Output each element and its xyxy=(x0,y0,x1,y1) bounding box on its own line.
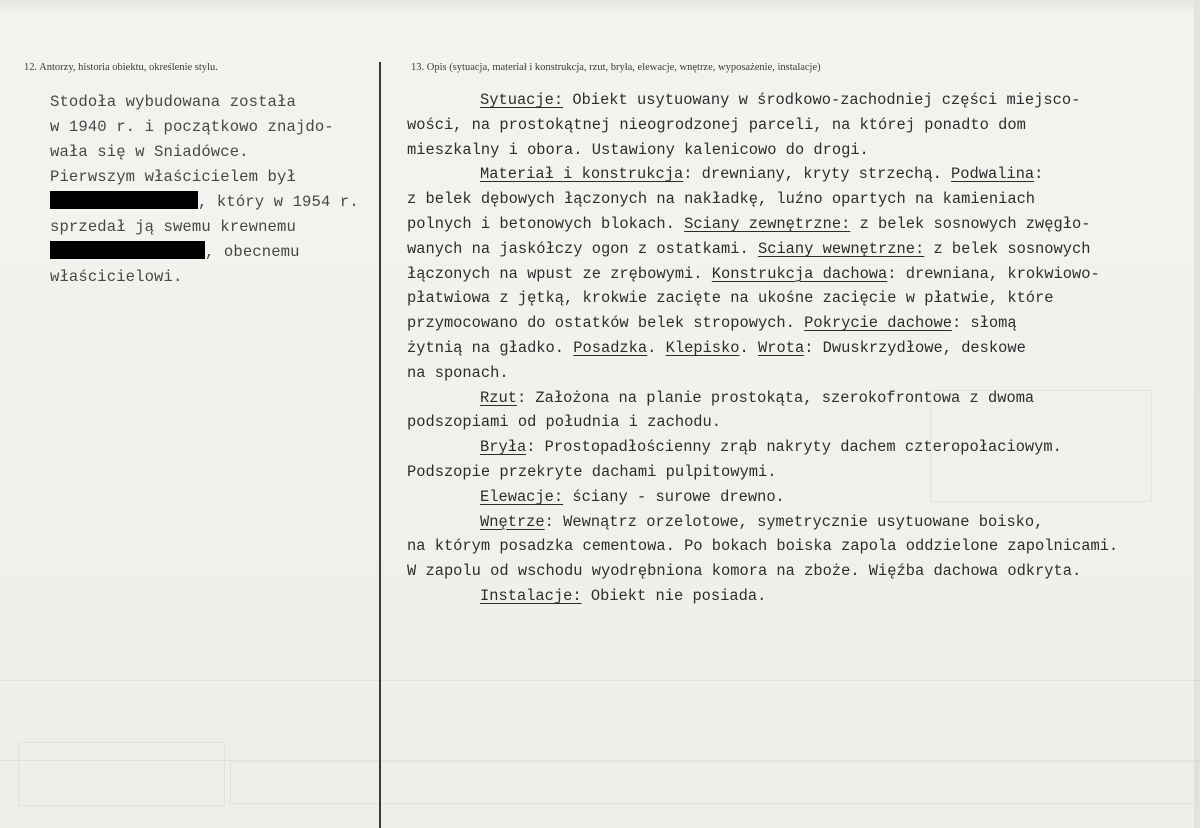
redaction-bar xyxy=(50,191,198,209)
text-fragment: : drewniany, kryty strzechą. xyxy=(683,165,952,184)
description-line: na sponach. xyxy=(407,363,509,382)
description-line xyxy=(407,336,1197,361)
text-fragment: wanych na jaskółczy ogon z ostatkami. xyxy=(407,239,758,258)
text-fragment: : słomą xyxy=(951,314,1017,333)
text-fragment: : drewniana, krokwiowo- xyxy=(887,264,1100,283)
history-text-fragment: , obecnemu xyxy=(205,243,300,261)
text-fragment: ściany - surowe drewno. xyxy=(563,487,785,506)
section-label-klepisko: Klepisko xyxy=(665,338,740,357)
section-label-konstrukcja: Konstrukcja dachowa xyxy=(711,264,888,283)
text-fragment: : Wewnątrz orzelotowe, symetrycznie usytuowane boisko, xyxy=(544,512,1044,531)
section-label-elewacje: Elewacje: xyxy=(480,487,564,506)
text-fragment: : Założona na planie prostokąta, szerokofrontowa z dwoma xyxy=(516,388,1035,407)
text-fragment: przymocowano do ostatków belek stropowych. xyxy=(407,314,805,333)
text-fragment: : xyxy=(1034,165,1044,184)
description-line: podszopiami od południa i zachodu. xyxy=(407,413,722,432)
section-label-instalacje: Instalacje: xyxy=(480,586,582,605)
redaction-bar xyxy=(50,241,205,259)
text-fragment: . xyxy=(739,338,758,357)
section-label-posadzka: Posadzka xyxy=(573,338,648,357)
description-line xyxy=(407,485,1197,510)
text-fragment: Obiekt usytuowany w środkowo-zachodniej części miejsco- xyxy=(563,91,1081,109)
history-line: w 1940 r. i początkowo znajdo- xyxy=(50,118,334,136)
description-line xyxy=(407,162,1197,187)
section-label-podwalina: Podwalina xyxy=(951,165,1035,184)
section-label-pokrycie: Pokrycie dachowe xyxy=(804,314,952,333)
section-label-wnetrze: Wnętrze xyxy=(480,512,545,531)
text-fragment: łączonych na wpust ze zrębowymi. xyxy=(407,264,712,283)
description-line: z belek dębowych łączonych na nakładkę, luźno opartych na kamieniach xyxy=(407,190,1036,209)
section-label-bryla: Bryła xyxy=(480,438,527,457)
history-line: Stodoła wybudowana została xyxy=(50,93,296,111)
field-12-header: 12. Antorzy, historia obiektu, określenie stylu. xyxy=(24,62,218,73)
ghost-rule xyxy=(0,680,1200,681)
description-line: mieszkalny i obora. Ustawiony kalenicowo do drogi. xyxy=(407,140,869,159)
description-line: wości, na prostokątnej nieogrodzonej parceli, na której ponadto dom xyxy=(407,115,1026,134)
history-line: właścicielowi. xyxy=(50,268,183,286)
history-text-fragment: , który w 1954 r. xyxy=(198,193,359,211)
section-label-wrota: Wrota xyxy=(758,338,805,357)
description-line: na którym posadzka cementowa. Po bokach boiska zapola oddzielone zapolnicami. xyxy=(407,537,1119,556)
history-line xyxy=(50,240,370,265)
description-line xyxy=(407,386,1197,411)
description-line xyxy=(407,237,1197,262)
field-13-header: 13. Opis (sytuacja, materiał i konstrukcja, rzut, bryła, elewacje, wnętrze, wyposażenie, instalacje) xyxy=(411,62,821,73)
text-fragment: z belek sosnowych xyxy=(924,239,1091,258)
history-text xyxy=(50,90,370,290)
text-fragment: : Dwuskrzydłowe, deskowe xyxy=(804,338,1026,357)
description-text xyxy=(407,88,1197,609)
text-fragment: polnych i betonowych blokach. xyxy=(407,214,685,233)
ghost-box xyxy=(18,742,225,806)
history-line: sprzedał ją swemu krewnemu xyxy=(50,218,296,236)
text-fragment: Obiekt nie posiada. xyxy=(581,586,767,605)
section-label-rzut: Rzut xyxy=(480,388,517,407)
ghost-box xyxy=(230,762,1197,804)
history-line: Pierwszym właścicielem był xyxy=(50,168,296,186)
description-line: Podszopie przekryte dachami pulpitowymi. xyxy=(407,462,777,481)
section-label-sytuacja: Sytuacje: xyxy=(480,91,564,109)
description-line xyxy=(407,435,1197,460)
section-label-sciany-zewnetrzne: Sciany zewnętrzne: xyxy=(684,214,851,233)
history-line xyxy=(50,190,370,215)
description-line xyxy=(407,584,1197,609)
description-line xyxy=(407,212,1197,237)
description-line xyxy=(407,88,1197,113)
text-fragment: żytnią na gładko. xyxy=(407,338,574,357)
description-line xyxy=(407,510,1197,535)
text-fragment: z belek sosnowych zwęgło- xyxy=(850,214,1091,233)
description-line xyxy=(407,262,1197,287)
history-line: wała się w Sniadówce. xyxy=(50,143,249,161)
section-label-material: Materiał i konstrukcja xyxy=(480,165,684,184)
page-top-edge xyxy=(0,0,1200,14)
section-label-sciany-wewnetrzne: Sciany wewnętrzne: xyxy=(757,239,925,258)
description-line xyxy=(407,311,1197,336)
text-fragment: . xyxy=(647,338,666,357)
column-divider xyxy=(379,62,381,828)
description-line: W zapolu od wschodu wyodrębniona komora na zboże. Więźba dachowa odkryta. xyxy=(407,562,1082,581)
description-line: płatwiowa z jętką, krokwie zacięte na ukośne zacięcie w płatwie, które xyxy=(407,289,1054,308)
text-fragment: : Prostopadłościenny zrąb nakryty dachem czteropołaciowym. xyxy=(526,438,1062,457)
